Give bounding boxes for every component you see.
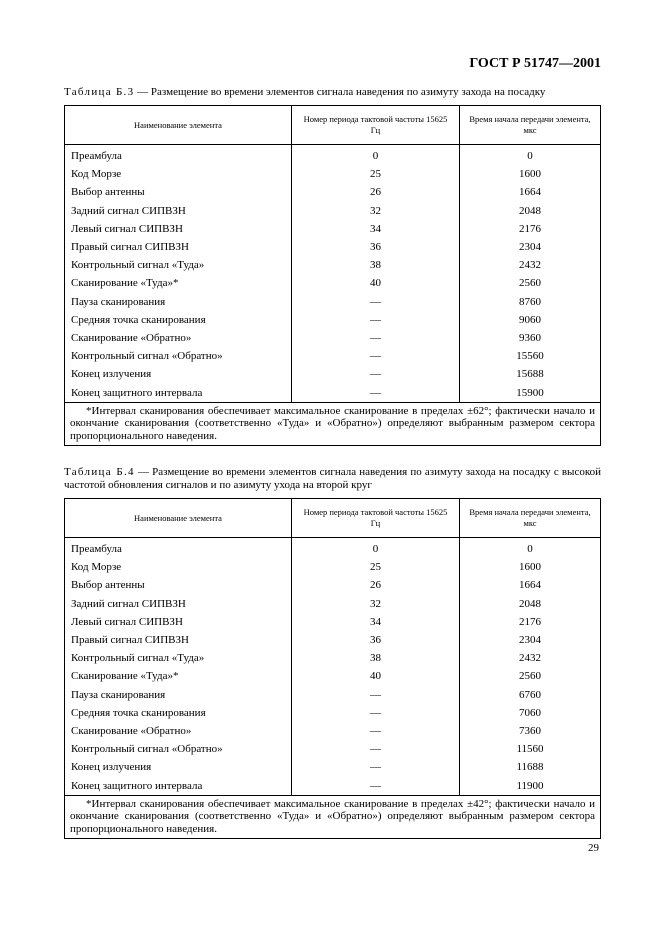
- column-header-start-time: Время начала передачи элемента, мкс: [460, 499, 601, 538]
- cell-period-number: —: [292, 758, 460, 776]
- table-b3-block: [64, 86, 601, 446]
- table-row: [65, 220, 601, 238]
- table-row: [65, 256, 601, 274]
- cell-element-name: Контрольный сигнал «Туда»: [65, 256, 292, 274]
- cell-start-time: 15560: [460, 347, 601, 365]
- cell-element-name: Сканирование «Обратно»: [65, 329, 292, 347]
- cell-period-number: —: [292, 704, 460, 722]
- cell-period-number: 32: [292, 595, 460, 613]
- table-caption-label: Таблица Б.3: [64, 86, 135, 98]
- cell-period-number: —: [292, 740, 460, 758]
- cell-start-time: 1664: [460, 183, 601, 201]
- cell-start-time: 2304: [460, 238, 601, 256]
- cell-start-time: 6760: [460, 686, 601, 704]
- table-row: [65, 613, 601, 631]
- cell-start-time: 11560: [460, 740, 601, 758]
- cell-element-name: Конец защитного интервала: [65, 776, 292, 795]
- cell-start-time: 7060: [460, 704, 601, 722]
- cell-period-number: 25: [292, 165, 460, 183]
- table-row: [65, 776, 601, 795]
- cell-start-time: 1600: [460, 165, 601, 183]
- cell-period-number: —: [292, 311, 460, 329]
- cell-element-name: Выбор антенны: [65, 183, 292, 201]
- cell-period-number: —: [292, 383, 460, 402]
- table-row: [65, 165, 601, 183]
- cell-period-number: 40: [292, 667, 460, 685]
- cell-start-time: 2176: [460, 220, 601, 238]
- cell-start-time: 1664: [460, 576, 601, 594]
- cell-element-name: Средняя точка сканирования: [65, 704, 292, 722]
- cell-element-name: Контрольный сигнал «Туда»: [65, 649, 292, 667]
- table-caption-text: — Размещение во времени элементов сигнала наведения по азимуту захода на посадку: [134, 86, 546, 98]
- cell-start-time: 2560: [460, 667, 601, 685]
- table-row: [65, 347, 601, 365]
- cell-element-name: Средняя точка сканирования: [65, 311, 292, 329]
- cell-period-number: 36: [292, 631, 460, 649]
- cell-element-name: Выбор антенны: [65, 576, 292, 594]
- cell-start-time: 2048: [460, 202, 601, 220]
- cell-start-time: 7360: [460, 722, 601, 740]
- table-row: [65, 202, 601, 220]
- table-body: [65, 145, 601, 403]
- cell-element-name: Конец защитного интервала: [65, 383, 292, 402]
- table-row: [65, 649, 601, 667]
- table-row: [65, 293, 601, 311]
- data-table: [64, 105, 601, 446]
- table-row: [65, 329, 601, 347]
- table-row: [65, 538, 601, 559]
- cell-start-time: 8760: [460, 293, 601, 311]
- cell-start-time: 9360: [460, 329, 601, 347]
- column-header-element-name: Наименование элемента: [65, 106, 292, 145]
- column-header-start-time: Время начала передачи элемента, мкс: [460, 106, 601, 145]
- cell-start-time: 2560: [460, 274, 601, 292]
- cell-period-number: 34: [292, 220, 460, 238]
- cell-start-time: 15688: [460, 365, 601, 383]
- table-row: [65, 576, 601, 594]
- cell-period-number: 26: [292, 576, 460, 594]
- table-row: [65, 365, 601, 383]
- cell-start-time: 11900: [460, 776, 601, 795]
- column-header-element-name: Наименование элемента: [65, 499, 292, 538]
- cell-period-number: 0: [292, 538, 460, 559]
- document-code: ГОСТ Р 51747—2001: [469, 56, 601, 71]
- cell-element-name: Контрольный сигнал «Обратно»: [65, 347, 292, 365]
- page-number: 29: [588, 842, 599, 854]
- table-header-row: [65, 106, 601, 145]
- cell-period-number: —: [292, 329, 460, 347]
- cell-element-name: Сканирование «Туда»*: [65, 667, 292, 685]
- cell-element-name: Конец излучения: [65, 365, 292, 383]
- table-row: [65, 722, 601, 740]
- table-row: [65, 145, 601, 166]
- table-body: [65, 538, 601, 796]
- table-footnote: *Интервал сканирования обеспечивает максимальное сканирование в пределах ±62°; фактически начало и окончание сканирования (соответственно «Туда» и «Обратно») определяют выбранным размером сектора пропорционального наведения.: [65, 402, 601, 446]
- table-row: [65, 274, 601, 292]
- cell-period-number: —: [292, 347, 460, 365]
- table-caption: [64, 466, 601, 492]
- table-row: [65, 758, 601, 776]
- cell-period-number: 36: [292, 238, 460, 256]
- cell-element-name: Код Морзе: [65, 558, 292, 576]
- cell-period-number: 38: [292, 256, 460, 274]
- cell-period-number: 32: [292, 202, 460, 220]
- cell-period-number: 25: [292, 558, 460, 576]
- cell-period-number: —: [292, 365, 460, 383]
- cell-start-time: 9060: [460, 311, 601, 329]
- cell-start-time: 2176: [460, 613, 601, 631]
- table-row: [65, 595, 601, 613]
- table-row: [65, 558, 601, 576]
- cell-period-number: —: [292, 776, 460, 795]
- cell-element-name: Левый сигнал СИПВЗН: [65, 220, 292, 238]
- cell-start-time: 15900: [460, 383, 601, 402]
- table-row: [65, 183, 601, 201]
- cell-element-name: Преамбула: [65, 145, 292, 166]
- table-row: [65, 704, 601, 722]
- table-row: [65, 667, 601, 685]
- cell-start-time: 2432: [460, 256, 601, 274]
- data-table: [64, 498, 601, 839]
- cell-period-number: 34: [292, 613, 460, 631]
- table-caption: [64, 86, 601, 99]
- cell-element-name: Левый сигнал СИПВЗН: [65, 613, 292, 631]
- cell-element-name: Контрольный сигнал «Обратно»: [65, 740, 292, 758]
- cell-period-number: 38: [292, 649, 460, 667]
- cell-start-time: 0: [460, 538, 601, 559]
- cell-start-time: 1600: [460, 558, 601, 576]
- cell-start-time: 0: [460, 145, 601, 166]
- table-footnote: *Интервал сканирования обеспечивает максимальное сканирование в пределах ±42°; фактически начало и окончание сканирования (соответственно «Туда» и «Обратно») определяют выбранным размером сектора пропорционального наведения.: [65, 795, 601, 839]
- cell-start-time: 11688: [460, 758, 601, 776]
- cell-element-name: Сканирование «Обратно»: [65, 722, 292, 740]
- cell-element-name: Конец излучения: [65, 758, 292, 776]
- table-b4-block: [64, 466, 601, 839]
- table-row: [65, 383, 601, 402]
- cell-element-name: Сканирование «Туда»*: [65, 274, 292, 292]
- cell-element-name: Пауза сканирования: [65, 686, 292, 704]
- cell-element-name: Код Морзе: [65, 165, 292, 183]
- table-row: [65, 238, 601, 256]
- cell-element-name: Задний сигнал СИПВЗН: [65, 202, 292, 220]
- column-header-period-number: Номер периода тактовой частоты 15625 Гц: [292, 499, 460, 538]
- table-header-row: [65, 499, 601, 538]
- cell-period-number: 40: [292, 274, 460, 292]
- column-header-period-number: Номер периода тактовой частоты 15625 Гц: [292, 106, 460, 145]
- cell-period-number: —: [292, 293, 460, 311]
- cell-period-number: 26: [292, 183, 460, 201]
- cell-element-name: Правый сигнал СИПВЗН: [65, 238, 292, 256]
- cell-element-name: Преамбула: [65, 538, 292, 559]
- table-row: [65, 311, 601, 329]
- table-row: [65, 740, 601, 758]
- table-row: [65, 686, 601, 704]
- cell-start-time: 2048: [460, 595, 601, 613]
- cell-element-name: Правый сигнал СИПВЗН: [65, 631, 292, 649]
- cell-period-number: —: [292, 722, 460, 740]
- table-caption-text: — Размещение во времени элементов сигнала наведения по азимуту захода на посадку с высокой частотой обновления сигналов и по азимуту ухода на второй круг: [64, 466, 602, 491]
- table-caption-label: Таблица Б.4: [64, 466, 135, 478]
- table-row: [65, 631, 601, 649]
- cell-start-time: 2432: [460, 649, 601, 667]
- cell-period-number: —: [292, 686, 460, 704]
- cell-element-name: Задний сигнал СИПВЗН: [65, 595, 292, 613]
- cell-start-time: 2304: [460, 631, 601, 649]
- cell-element-name: Пауза сканирования: [65, 293, 292, 311]
- cell-period-number: 0: [292, 145, 460, 166]
